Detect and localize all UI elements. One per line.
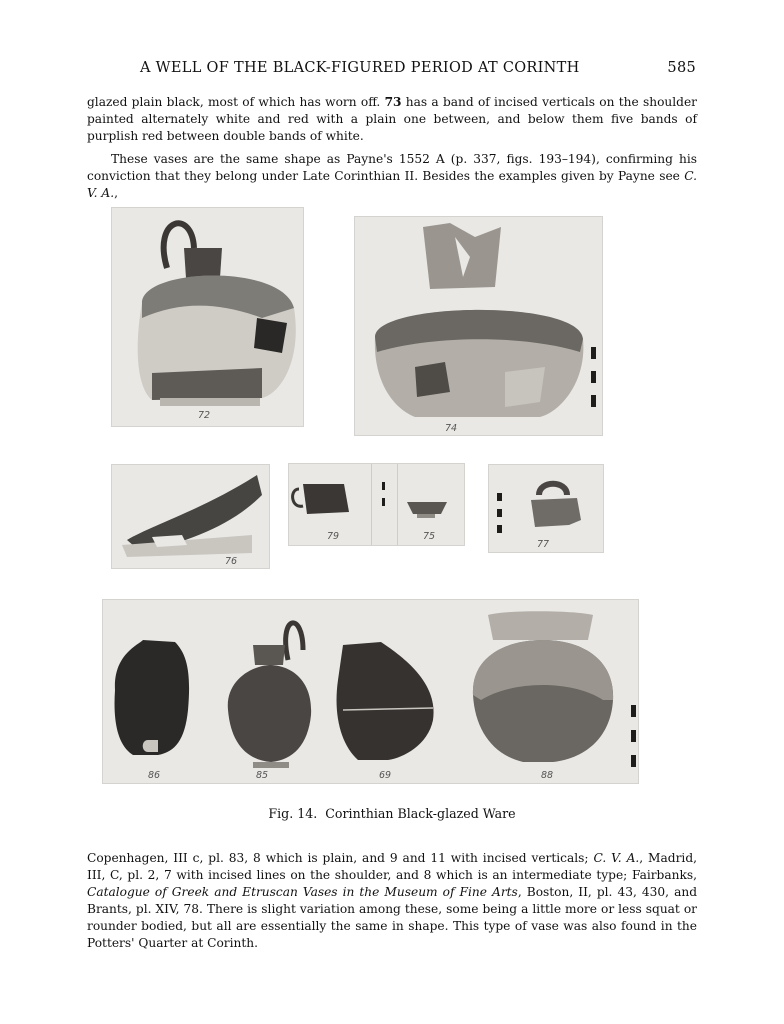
paragraph-payne [87, 151, 697, 202]
vase-79-75-illustration [289, 464, 464, 545]
text-span: , Boston, II, pl. 43, 430, and Brants, pl. XIV, 78. There is slight variation among these, some being a little more or less squat or rounder bodied, but all are essentially the same in shape. This type of vase was also found in the Potters' Quarter at Corinth. [87, 885, 697, 950]
cva-reference: C. V. A. [593, 851, 640, 865]
plate-number-76: 76 [225, 556, 238, 567]
catalogue-title: Catalogue of Greek and Etruscan Vases in the Museum of Fine Arts [87, 885, 518, 899]
item-reference: 73 [384, 95, 402, 109]
plate-86-85-69-88 [102, 599, 639, 784]
paragraph-copenhagen [87, 850, 697, 952]
plate-number-85: 85 [256, 770, 269, 781]
plate-number-72: 72 [198, 410, 211, 421]
figure-label: Fig. 14. [268, 806, 318, 821]
paragraph-top [87, 94, 697, 145]
figure-caption [0, 806, 784, 821]
text-span: , [114, 186, 118, 200]
plate-74 [354, 216, 603, 436]
plate-number-74: 74 [445, 423, 458, 434]
plate-number-79: 79 [327, 531, 340, 542]
text-span: , Madrid, III, C, pl. 2, 7 with incised lines on the shoulder, and 8 which is an intermediate type; Fairbanks, [87, 851, 698, 882]
text-span: These vases are the same shape as Payne's 1552 A (p. 337, figs. 193–194), confirming his conviction that they belong under Late Corinthian II. Besides the examples given by Payne see [87, 152, 697, 183]
text-span: Copenhagen, III c, pl. 83, 8 which is plain, and 9 and 11 with incised verticals; [87, 851, 589, 865]
cva-reference: C. V. A. [87, 169, 698, 200]
vases-bottom-illustration [103, 600, 638, 783]
plate-79-75 [288, 463, 465, 546]
vase-74-illustration [355, 217, 602, 435]
page-number: 585 [667, 60, 696, 76]
text-span: has a band of incised verticals on the shoulder painted alternately white and red with a plain one between, and below them five bands of purplish red between double bands of white. [87, 95, 698, 143]
plate-number-69: 69 [379, 770, 392, 781]
figure-caption-text: Corinthian Black-glazed Ware [325, 806, 516, 821]
running-title: A WELL OF THE BLACK-FIGURED PERIOD AT CORINTH [140, 60, 580, 76]
plate-72 [111, 207, 304, 427]
plate-77 [488, 464, 604, 553]
text-span: glazed plain black, most of which has worn off. [87, 95, 381, 109]
plate-number-88: 88 [541, 770, 554, 781]
vase-76-illustration [112, 465, 269, 568]
plate-76 [111, 464, 270, 569]
vase-72-illustration [112, 208, 303, 426]
plate-number-75: 75 [423, 531, 436, 542]
plate-number-77: 77 [537, 539, 550, 550]
plate-number-86: 86 [148, 770, 161, 781]
